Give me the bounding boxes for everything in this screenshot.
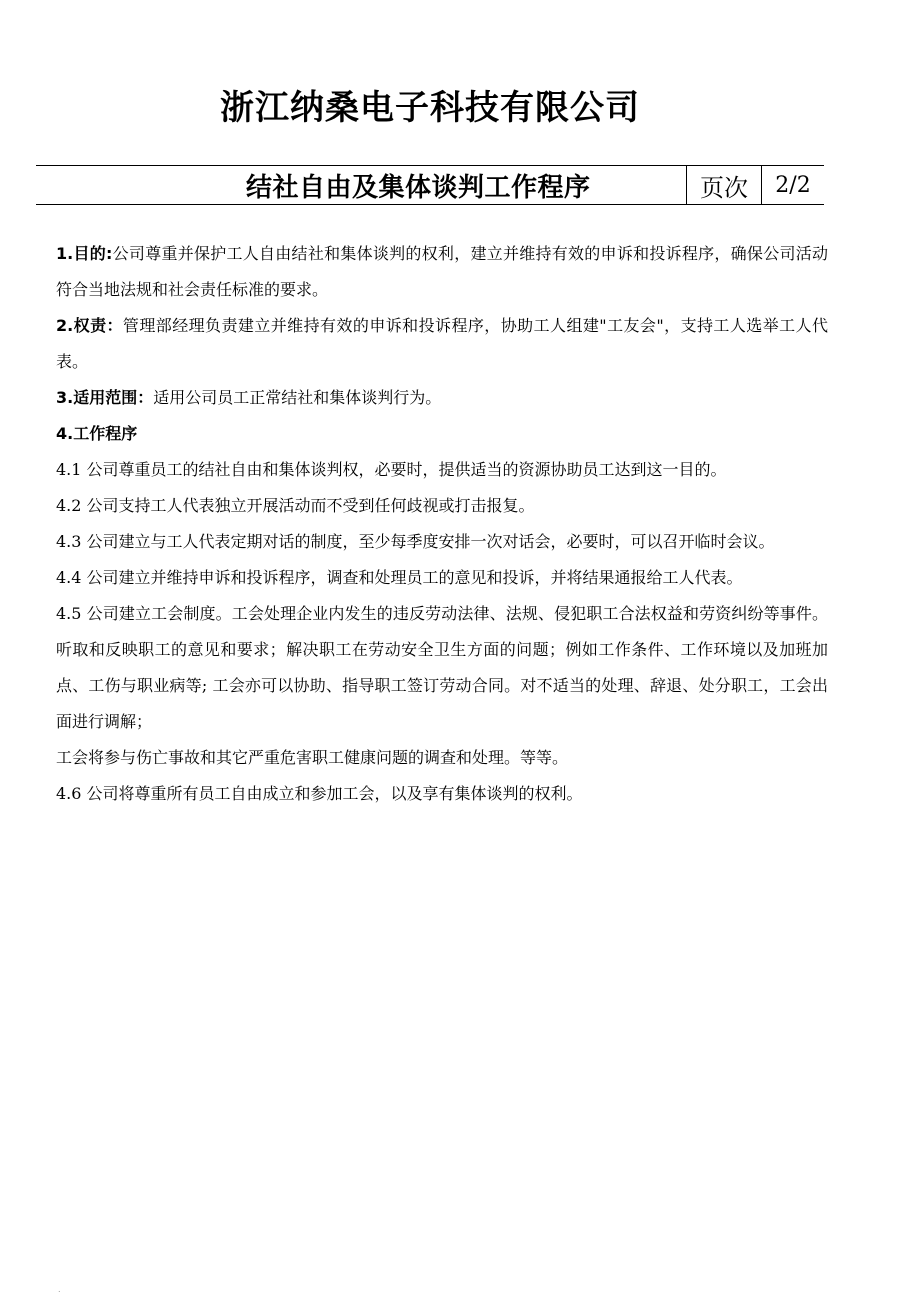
- section-text: 管理部经理负责建立并维持有效的申诉和投诉程序，协助工人组建"工友会"，支持工人选举工人代表。: [56, 316, 828, 371]
- procedure-item: 工会将参与伤亡事故和其它严重危害职工健康问题的调查和处理。等等。: [56, 748, 569, 767]
- procedure-item: 4.4 公司建立并维持申诉和投诉程序，调查和处理员工的意见和投诉，并将结果通报给工人代表。: [56, 568, 743, 587]
- document-header-table: [36, 165, 824, 205]
- section-heading: 2.权责：: [56, 316, 123, 335]
- procedure-item: 4.3 公司建立与工人代表定期对话的制度，至少每季度安排一次对话会，必要时，可以召开临时会议。: [56, 532, 775, 551]
- section-scope: [56, 380, 828, 416]
- section-heading: 1.目的:: [56, 244, 113, 263]
- section-responsibility: [56, 308, 828, 380]
- section-procedure: [56, 416, 828, 452]
- section-heading: 3.适用范围：: [56, 388, 154, 407]
- page-label: 页次: [686, 166, 761, 204]
- document-body: [56, 236, 828, 812]
- footer-mark: .: [58, 1285, 61, 1294]
- procedure-item: 4.1 公司尊重员工的结社自由和集体谈判权，必要时，提供适当的资源协助员工达到这一目的。: [56, 460, 727, 479]
- company-name: 浙江纳桑电子科技有限公司: [220, 88, 640, 128]
- section-purpose: [56, 236, 828, 308]
- section-text: 公司尊重并保护工人自由结社和集体谈判的权利，建立并维持有效的申诉和投诉程序，确保公司活动符合当地法规和社会责任标准的要求。: [56, 244, 828, 299]
- procedure-item: 4.5 公司建立工会制度。工会处理企业内发生的违反劳动法律、法规、侵犯职工合法权益和劳资纠纷等事件。听取和反映职工的意见和要求；解决职工在劳动安全卫生方面的问题；例如工作条件、工作环境以及加班加点、工伤与职业病等; 工会亦可以协助、指导职工签订劳动合同。对不适当的处理、辞退、处分职工，工会出面进行调解；: [56, 604, 828, 731]
- section-heading: 4.工作程序: [56, 424, 138, 443]
- section-text: 适用公司员工正常结社和集体谈判行为。: [153, 388, 442, 407]
- procedure-item: 4.2 公司支持工人代表独立开展活动而不受到任何歧视或打击报复。: [56, 496, 535, 515]
- document-title: 结社自由及集体谈判工作程序: [246, 172, 591, 203]
- page-number: 2/2: [761, 166, 824, 204]
- procedure-item: 4.6 公司将尊重所有员工自由成立和参加工会，以及享有集体谈判的权利。: [56, 784, 583, 803]
